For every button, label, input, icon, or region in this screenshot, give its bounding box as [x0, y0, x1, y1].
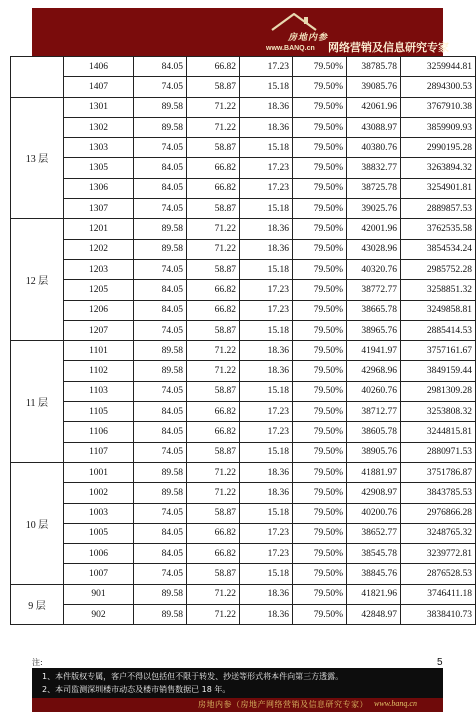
table-cell: 79.50% — [293, 503, 347, 523]
table-cell: 3253808.32 — [401, 402, 476, 422]
table-cell: 79.50% — [293, 77, 347, 97]
table-cell: 18.36 — [240, 605, 293, 625]
unit-price-table — [10, 56, 476, 625]
table-cell: 17.23 — [240, 57, 293, 77]
table-row — [11, 158, 476, 178]
table-cell: 74.05 — [134, 442, 187, 462]
table-cell: 1005 — [64, 523, 134, 543]
table-cell: 42001.96 — [347, 219, 401, 239]
table-cell: 38605.78 — [347, 422, 401, 442]
table-cell: 79.50% — [293, 259, 347, 279]
table-cell: 1107 — [64, 442, 134, 462]
table-cell: 1207 — [64, 320, 134, 340]
table-row — [11, 117, 476, 137]
table-cell: 43028.96 — [347, 239, 401, 259]
table-cell: 66.82 — [187, 178, 240, 198]
header-banner — [32, 8, 449, 56]
table-cell: 15.18 — [240, 199, 293, 219]
table-cell: 1202 — [64, 239, 134, 259]
table-cell: 74.05 — [134, 503, 187, 523]
table-cell: 38652.77 — [347, 523, 401, 543]
table-cell: 79.50% — [293, 117, 347, 137]
table-cell: 79.50% — [293, 57, 347, 77]
table-cell: 38725.78 — [347, 178, 401, 198]
table-cell: 74.05 — [134, 138, 187, 158]
table-cell: 58.87 — [187, 77, 240, 97]
floor-label: 12 层 — [11, 219, 64, 341]
page-number: 5 — [437, 657, 443, 668]
table-cell: 74.05 — [134, 199, 187, 219]
table-cell: 17.23 — [240, 280, 293, 300]
table-cell: 3854534.24 — [401, 239, 476, 259]
table-cell: 3751786.87 — [401, 462, 476, 482]
table-row — [11, 239, 476, 259]
table-cell: 79.50% — [293, 320, 347, 340]
table-cell: 2976866.28 — [401, 503, 476, 523]
table-cell: 18.36 — [240, 341, 293, 361]
table-cell: 66.82 — [187, 158, 240, 178]
table-cell: 79.50% — [293, 442, 347, 462]
table-cell: 2880971.53 — [401, 442, 476, 462]
table-cell: 71.22 — [187, 239, 240, 259]
table-cell: 3254901.81 — [401, 178, 476, 198]
table-cell: 89.58 — [134, 341, 187, 361]
table-cell: 79.50% — [293, 483, 347, 503]
table-cell: 1203 — [64, 259, 134, 279]
table-cell: 18.36 — [240, 219, 293, 239]
table-row — [11, 564, 476, 584]
table-cell: 15.18 — [240, 381, 293, 401]
table-cell: 18.36 — [240, 117, 293, 137]
table-cell: 71.22 — [187, 361, 240, 381]
table-cell: 40200.76 — [347, 503, 401, 523]
table-cell: 71.22 — [187, 117, 240, 137]
table-cell: 58.87 — [187, 564, 240, 584]
table-cell: 18.36 — [240, 483, 293, 503]
table-cell: 79.50% — [293, 341, 347, 361]
table-cell: 89.58 — [134, 605, 187, 625]
table-cell: 42908.97 — [347, 483, 401, 503]
table-cell: 58.87 — [187, 381, 240, 401]
table-row — [11, 97, 476, 117]
footer-bar — [32, 698, 443, 712]
table-cell: 1302 — [64, 117, 134, 137]
table-cell: 3746411.18 — [401, 584, 476, 604]
table-cell: 71.22 — [187, 462, 240, 482]
table-cell: 1103 — [64, 381, 134, 401]
table-cell: 42848.97 — [347, 605, 401, 625]
table-cell: 2981309.28 — [401, 381, 476, 401]
table-cell: 3248765.32 — [401, 523, 476, 543]
table-cell: 58.87 — [187, 259, 240, 279]
table-cell: 74.05 — [134, 259, 187, 279]
table-row — [11, 199, 476, 219]
table-cell: 66.82 — [187, 57, 240, 77]
table-row — [11, 544, 476, 564]
table-cell: 84.05 — [134, 57, 187, 77]
notes-box — [32, 668, 443, 698]
table-cell: 17.23 — [240, 402, 293, 422]
table-cell: 66.82 — [187, 544, 240, 564]
table-cell: 89.58 — [134, 361, 187, 381]
table-cell: 38712.77 — [347, 402, 401, 422]
table-cell: 66.82 — [187, 402, 240, 422]
table-row — [11, 402, 476, 422]
table-row — [11, 503, 476, 523]
table-cell: 84.05 — [134, 280, 187, 300]
table-row — [11, 605, 476, 625]
table-row — [11, 219, 476, 239]
table-cell: 79.50% — [293, 300, 347, 320]
table-cell: 17.23 — [240, 523, 293, 543]
table-row — [11, 280, 476, 300]
table-cell: 79.50% — [293, 422, 347, 442]
header-title: 网络营销及信息研究专家 — [328, 41, 449, 54]
table-cell: 89.58 — [134, 462, 187, 482]
table-cell: 79.50% — [293, 462, 347, 482]
table-cell: 79.50% — [293, 605, 347, 625]
table-cell: 1407 — [64, 77, 134, 97]
table-cell: 15.18 — [240, 503, 293, 523]
table-cell: 89.58 — [134, 584, 187, 604]
table-row — [11, 523, 476, 543]
table-cell: 89.58 — [134, 219, 187, 239]
table-cell: 2885414.53 — [401, 320, 476, 340]
table-cell: 15.18 — [240, 259, 293, 279]
table-cell: 79.50% — [293, 280, 347, 300]
table-cell: 71.22 — [187, 97, 240, 117]
table-cell: 1305 — [64, 158, 134, 178]
table-cell: 38965.76 — [347, 320, 401, 340]
table-cell: 41941.97 — [347, 341, 401, 361]
table-cell: 1102 — [64, 361, 134, 381]
table-cell: 79.50% — [293, 584, 347, 604]
table-cell: 1006 — [64, 544, 134, 564]
table-cell: 3244815.81 — [401, 422, 476, 442]
table-cell: 84.05 — [134, 178, 187, 198]
table-row — [11, 178, 476, 198]
table-row — [11, 138, 476, 158]
table-cell: 84.05 — [134, 422, 187, 442]
table-cell: 17.23 — [240, 300, 293, 320]
table-cell: 79.50% — [293, 97, 347, 117]
table-cell: 3859909.93 — [401, 117, 476, 137]
table-cell: 42061.96 — [347, 97, 401, 117]
table-cell: 17.23 — [240, 178, 293, 198]
table-cell: 15.18 — [240, 564, 293, 584]
table-cell: 3249858.81 — [401, 300, 476, 320]
table-cell: 15.18 — [240, 138, 293, 158]
table-cell: 15.18 — [240, 320, 293, 340]
table-cell: 79.50% — [293, 544, 347, 564]
table-cell: 1001 — [64, 462, 134, 482]
table-cell: 1101 — [64, 341, 134, 361]
table-row — [11, 259, 476, 279]
logo-text: 房地内参 — [288, 32, 329, 42]
table-cell: 79.50% — [293, 138, 347, 158]
table-cell: 58.87 — [187, 138, 240, 158]
table-cell: 40380.76 — [347, 138, 401, 158]
table-cell: 39025.76 — [347, 199, 401, 219]
table-cell: 79.50% — [293, 158, 347, 178]
table-row — [11, 300, 476, 320]
table-row — [11, 462, 476, 482]
table-cell: 79.50% — [293, 564, 347, 584]
note-item: 2、本司监测深圳楼市动态及楼市销售数据已 18 年。 — [42, 685, 231, 694]
table-row — [11, 483, 476, 503]
table-cell: 1306 — [64, 178, 134, 198]
floor-label: 13 层 — [11, 97, 64, 219]
table-cell: 79.50% — [293, 178, 347, 198]
table-cell: 18.36 — [240, 462, 293, 482]
table-cell: 3259944.81 — [401, 57, 476, 77]
footer-url: www.banq.cn — [374, 699, 417, 708]
table-cell: 2990195.28 — [401, 138, 476, 158]
table-cell: 71.22 — [187, 483, 240, 503]
table-cell: 18.36 — [240, 584, 293, 604]
table-cell: 79.50% — [293, 381, 347, 401]
table-cell: 66.82 — [187, 300, 240, 320]
table-cell: 3843785.53 — [401, 483, 476, 503]
table-cell: 38845.76 — [347, 564, 401, 584]
table-row — [11, 341, 476, 361]
table-cell: 1301 — [64, 97, 134, 117]
table-cell: 38665.78 — [347, 300, 401, 320]
table-cell: 79.50% — [293, 361, 347, 381]
table-cell: 79.50% — [293, 523, 347, 543]
table-cell: 3838410.73 — [401, 605, 476, 625]
table-cell: 39085.76 — [347, 77, 401, 97]
table-cell: 89.58 — [134, 117, 187, 137]
table-cell: 84.05 — [134, 300, 187, 320]
table-cell: 901 — [64, 584, 134, 604]
table-cell: 2894300.53 — [401, 77, 476, 97]
table-cell: 74.05 — [134, 77, 187, 97]
table-cell: 43088.97 — [347, 117, 401, 137]
table-row — [11, 381, 476, 401]
footer-text: 房地内参（房地产网络营销及信息研究专家） — [198, 700, 368, 709]
table-cell: 1003 — [64, 503, 134, 523]
table-cell: 89.58 — [134, 483, 187, 503]
table-row — [11, 584, 476, 604]
table-cell: 89.58 — [134, 97, 187, 117]
table-cell: 1406 — [64, 57, 134, 77]
table-cell: 79.50% — [293, 402, 347, 422]
table-cell: 1205 — [64, 280, 134, 300]
table-cell: 15.18 — [240, 442, 293, 462]
logo-url: www.BANQ.cn — [266, 45, 315, 52]
table-cell: 1206 — [64, 300, 134, 320]
table-cell: 15.18 — [240, 77, 293, 97]
table-cell: 18.36 — [240, 239, 293, 259]
table-row — [11, 361, 476, 381]
table-cell: 84.05 — [134, 544, 187, 564]
table-cell: 38772.77 — [347, 280, 401, 300]
table-row — [11, 422, 476, 442]
table-cell: 66.82 — [187, 523, 240, 543]
table-cell: 3767910.38 — [401, 97, 476, 117]
table-cell: 74.05 — [134, 564, 187, 584]
table-cell: 41881.97 — [347, 462, 401, 482]
table-cell: 1002 — [64, 483, 134, 503]
table-cell: 84.05 — [134, 402, 187, 422]
table-cell: 1105 — [64, 402, 134, 422]
table-cell: 1106 — [64, 422, 134, 442]
table-cell: 3263894.32 — [401, 158, 476, 178]
table-cell: 38785.78 — [347, 57, 401, 77]
table-cell: 58.87 — [187, 199, 240, 219]
table-row — [11, 320, 476, 340]
table-cell: 1307 — [64, 199, 134, 219]
table-cell: 79.50% — [293, 199, 347, 219]
note-item: 1、本件版权专属，客户不得以包括但不限于转发、抄送等形式将本件向第三方透露。 — [42, 672, 344, 681]
table-cell: 2985752.28 — [401, 259, 476, 279]
table-cell: 17.23 — [240, 422, 293, 442]
table-cell: 3762535.58 — [401, 219, 476, 239]
table-cell: 2876528.53 — [401, 564, 476, 584]
table-cell: 3258851.32 — [401, 280, 476, 300]
table-cell: 79.50% — [293, 219, 347, 239]
floor-label: 9 层 — [11, 584, 64, 625]
table-row — [11, 442, 476, 462]
table-cell: 71.22 — [187, 584, 240, 604]
table-cell: 58.87 — [187, 503, 240, 523]
table-cell: 40260.76 — [347, 381, 401, 401]
table-cell: 3239772.81 — [401, 544, 476, 564]
table-cell: 18.36 — [240, 361, 293, 381]
table-cell: 38905.76 — [347, 442, 401, 462]
table-cell: 84.05 — [134, 158, 187, 178]
table-cell: 1007 — [64, 564, 134, 584]
table-cell: 71.22 — [187, 341, 240, 361]
table-cell: 74.05 — [134, 381, 187, 401]
table-cell: 71.22 — [187, 219, 240, 239]
table-cell: 38545.78 — [347, 544, 401, 564]
table-cell: 18.36 — [240, 97, 293, 117]
table-cell: 79.50% — [293, 239, 347, 259]
table-cell: 58.87 — [187, 442, 240, 462]
floor-label: 10 层 — [11, 462, 64, 584]
table-row — [11, 77, 476, 97]
table-cell: 58.87 — [187, 320, 240, 340]
table-cell: 3757161.67 — [401, 341, 476, 361]
table-cell: 1201 — [64, 219, 134, 239]
notes-label: 注: — [32, 658, 43, 667]
table-row — [11, 57, 476, 77]
table-cell: 2889857.53 — [401, 199, 476, 219]
table-cell: 40320.76 — [347, 259, 401, 279]
floor-label: 11 层 — [11, 341, 64, 463]
table-cell: 41821.96 — [347, 584, 401, 604]
table-cell: 89.58 — [134, 239, 187, 259]
table-cell: 17.23 — [240, 544, 293, 564]
table-cell: 17.23 — [240, 158, 293, 178]
table-cell: 3849159.44 — [401, 361, 476, 381]
table-cell: 902 — [64, 605, 134, 625]
table-cell: 42968.96 — [347, 361, 401, 381]
table-cell: 74.05 — [134, 320, 187, 340]
table-cell: 84.05 — [134, 523, 187, 543]
table-cell: 38832.77 — [347, 158, 401, 178]
table-cell: 66.82 — [187, 422, 240, 442]
floor-label — [11, 57, 64, 98]
table-cell: 1303 — [64, 138, 134, 158]
table-cell: 66.82 — [187, 280, 240, 300]
table-cell: 71.22 — [187, 605, 240, 625]
